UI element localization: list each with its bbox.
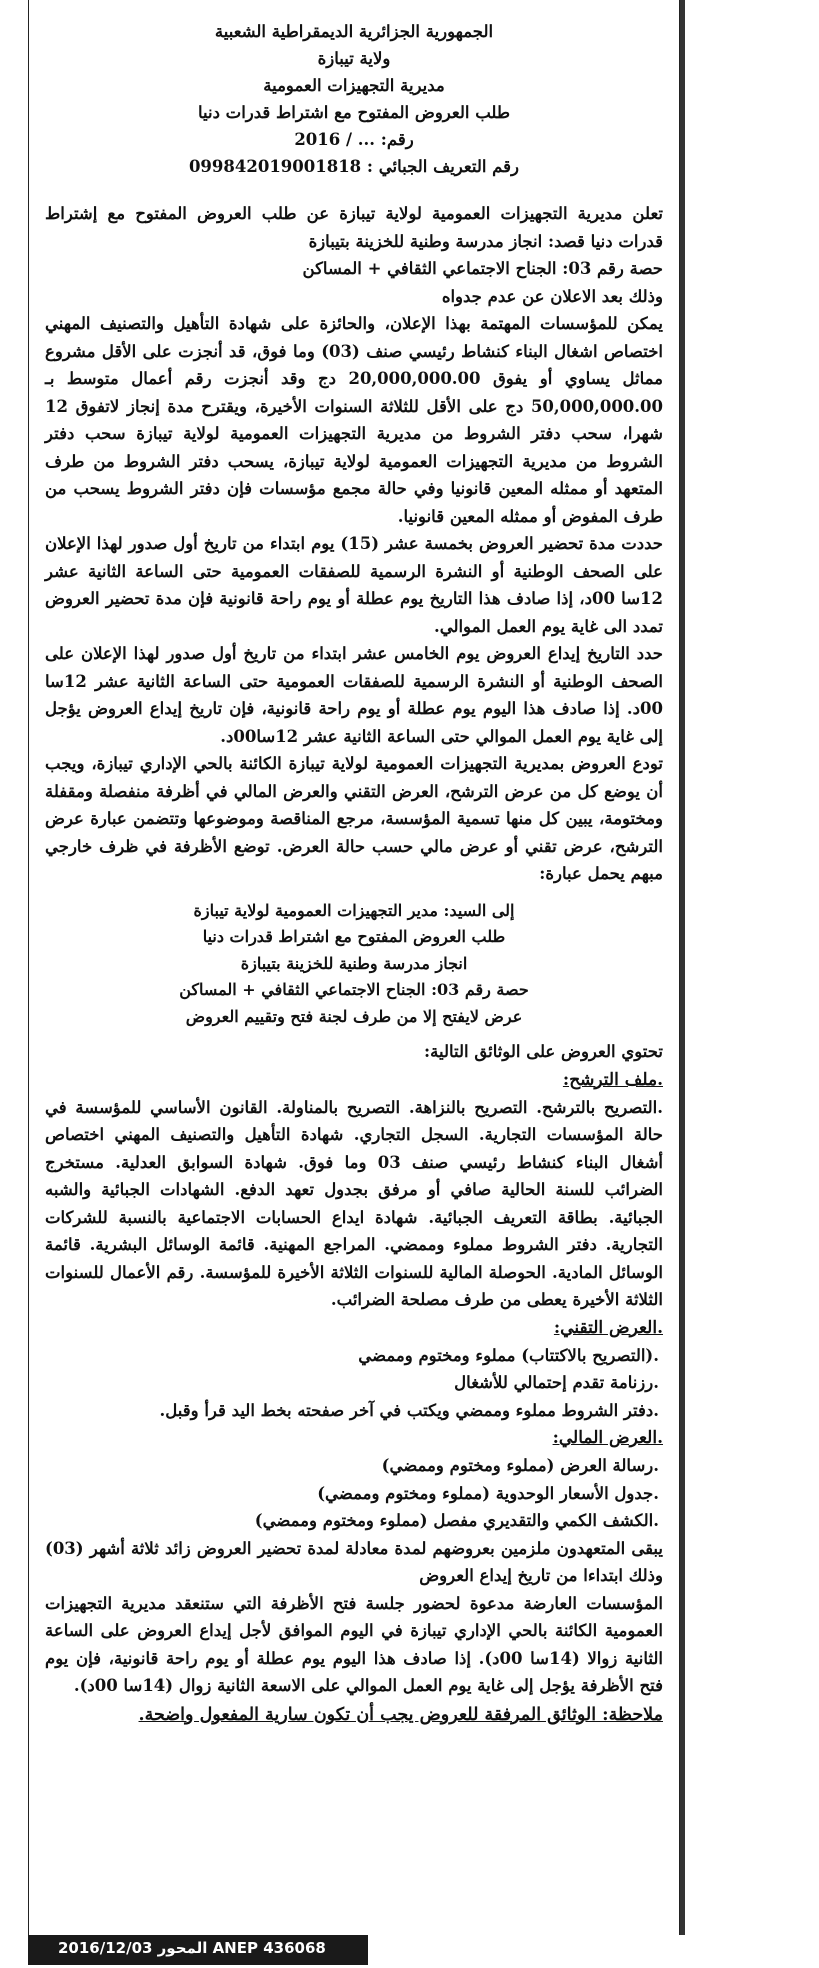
document-header <box>45 18 663 180</box>
preparation-period-paragraph: حددت مدة تحضير العروض بخمسة عشر (15) يوم ابتداء من تاريخ أول صدور لهذا الإعلان على الصحف الوطنية أو النشرة الرسمية للصفقات العمومية حتى الساعة الثانية عشر 12سا 00د، إذا صادف هذا التاريخ يوم عطلة أو يوم راحة قانونية فإن مدة تحضير العروض تمدد الى غاية يوم العمل الموالي. <box>45 534 664 636</box>
document-content <box>45 18 663 1730</box>
opening-session-paragraph: المؤسسات العارضة مدعوة لحضور جلسة فتح الأظرفة التي ستنعقد مديرية التجهيزات العمومية الكائنة بالحي الإداري تيبازة في اليوم الموافق لأجل إيداع العروض على الساعة الثانية زوالا (14سا 00د). إذا صادف هذا اليوم يوم عطلة أو يوم راحة قانونية، فإن يوم فتح الأظرفة يؤجل إلى غاية يوم العمل الموالي على الاسعة الثانية زوال (14سا 00د). <box>45 1593 663 1695</box>
technical-offer-title: .العرض التقني: <box>553 1317 663 1338</box>
deposit-date-paragraph: حدد التاريخ إيداع العروض يوم الخامس عشر ابتداء من تاريخ أول صدور لهذا الإعلان على الصحف الوطنية أو النشرة الرسمية للصفقات العمومية حتى الساعة الثانية عشر 12سا 00د. إذا صادف هذا اليوم يوم عطلة أو يوم راحة قانونية، فإن تاريخ إيداع العروض يؤجل إلى غاية يوم العمل الموالي حتى الساعة الثانية عشر 12سا00د. <box>45 644 663 746</box>
technical-item: .دفتر الشروط مملوء وممضي ويكتب في آخر صفحته بخط اليد قرأ وقبل. <box>159 1400 659 1420</box>
envelope-line-warning: عرض لايفتح إلا من طرف لجنة فتح وتقييم العروض <box>185 1006 523 1026</box>
envelope-line-lot: حصة رقم 03: الجناح الاجتماعي الثقافي + المساكن <box>179 980 529 999</box>
closing-note: ملاحظة: الوثائق المرفقة للعروض يجب أن تكون سارية المفعول واضحة. <box>138 1704 663 1725</box>
frame-shadow <box>680 0 685 1935</box>
financial-item: .جدول الأسعار الوحدوية (مملوء ومختوم وممضي) <box>317 1483 659 1503</box>
header-republic: الجمهورية الجزائرية الديمقراطية الشعبية <box>214 22 494 41</box>
financial-offer-title: .العرض المالي: <box>552 1428 663 1448</box>
envelope-line-project: انجاز مدرسة وطنية للخزينة بتيبازة <box>240 953 468 973</box>
announcement-intro: تعلن مديرية التجهيزات العمومية لولاية تيبازة عن طلب العروض المفتوح مع إشتراط قدرات دنيا قصد: انجاز مدرسة وطنية للخزينة بتيبازة <box>45 204 663 251</box>
header-number: رقم: ... / 2016 <box>294 130 414 149</box>
header-directorate: مديرية التجهيزات العمومية <box>263 76 445 95</box>
documents-intro: تحتوي العروض على الوثائق التالية: <box>424 1042 663 1061</box>
header-tender-type: طلب العروض المفتوح مع اشتراط قدرات دنيا <box>197 103 511 122</box>
financial-item: .رسالة العرض (مملوء ومختوم وممضي) <box>381 1456 659 1475</box>
envelope-line-addressee: إلى السيد: مدير التجهيزات العمومية لولاية تيبازة <box>193 900 515 920</box>
validity-paragraph: يبقى المتعهدون ملزمين بعروضهم لمدة معادلة لمدة تحضير العروض زائد ثلاثة أشهر (03) وذلك ابتداءا من تاريخ إيداع العروض <box>45 1538 663 1585</box>
deposit-place-paragraph: تودع العروض بمديرية التجهيزات العمومية لولاية تيبازة الكائنة بالحي الإداري تيبازة، ويجب أن يوضع كل من عرض الترشح، العرض التقني والعرض المالي في أظرفة منفصلة ومقفلة ومختومة، يبين كل منها تسمية المؤسسة، مرجع المناقصة وموضوعها وتتضمن عبارة عرض الترشح، عرض تقني أو عرض مالي حسب حالة العرض. توضع الأظرفة في ظرف خارجي مبهم يحمل عبارة: <box>45 754 663 883</box>
technical-item: .رزنامة تقدم إحتمالي للأشغال <box>454 1373 659 1392</box>
envelope-text <box>45 898 663 1031</box>
technical-item: .(التصريح بالاكتتاب) مملوء ومختوم وممضي <box>358 1345 659 1365</box>
footer-reference: ANEP 436068 المحور 2016/12/03 <box>58 1939 326 1957</box>
candidacy-file-list: .التصريح بالترشح. التصريح بالنزاهة. التصريح بالمناولة. القانون الأساسي للمؤسسة في حالة المؤسسات التجارية. السجل التجاري. شهادة التأهيل والتصنيف المهني اختصاص أشغال البناء كنشاط رئيسي صنف 03 وما فوق. شهادة السوابق العدلية. مستخرج الضرائب للسنة الحالية صافي أو مرفق بجدول تعهد الدفع. الشهادات الجبائية والشبه الجبائية. بطاقة التعريف الجبائية. شهادة ايداع الحسابات الاجتماعية بالنسبة للشركات التجارية. دفتر الشروط مملوء وممضي. المراجع المهنية. قائمة الوسائل البشرية. قائمة الوسائل المادية. الحوصلة المالية للسنوات الثلاثة الأخيرة للمؤسسة. رقم الأعمال للسنوات الثلاثة الأخيرة يعطى من طرف مصلحة الضرائب. <box>45 1097 663 1309</box>
financial-item: .الكشف الكمي والتقديري مفصل (مملوء ومختوم وممضي) <box>254 1511 659 1530</box>
envelope-line-tender: طلب العروض المفتوح مع اشتراط قدرات دنيا <box>202 927 506 946</box>
eligibility-paragraph: يمكن للمؤسسات المهتمة بهذا الإعلان، والحائزة على شهادة التأهيل والتصنيف المهني اختصاص اشغال البناء كنشاط رئيسي صنف (03) وما فوق، قد أنجزت على الأقل مشروع مماثل يساوي أو يفوق 20,000,000.00 دج وقد أنجزت رقم أعمال متوسط بـ 50,000,000.00 دج على الأقل للثلاثة السنوات الأخيرة، ويقترح مدة إنجاز لاتفوق 12 شهرا، سحب دفتر الشروط من مديرية التجهيزات العمومية لولاية تيبازة سحب دفتر الشروط من مديرية التجهيزات العمومية لولاية تيبازة، يسحب دفتر الشروط من طرف المتعهد أو ممثله المعين قانونيا وفي حالة مجمع مؤسسات فإن دفتر الشروط يسحب من طرف المفوض أو ممثله المعين قانونيا. <box>45 314 663 526</box>
candidacy-file-title: .ملف الترشح: <box>562 1069 663 1090</box>
unsuccessful-note: وذلك بعد الاعلان عن عدم جدواه <box>441 286 663 306</box>
lot-line: حصة رقم 03: الجناح الاجتماعي الثقافي + المساكن <box>302 259 663 278</box>
header-wilaya: ولاية تيبازة <box>317 49 391 68</box>
header-tax-id: رقم التعريف الجبائي : 099842019001818 <box>188 157 520 176</box>
